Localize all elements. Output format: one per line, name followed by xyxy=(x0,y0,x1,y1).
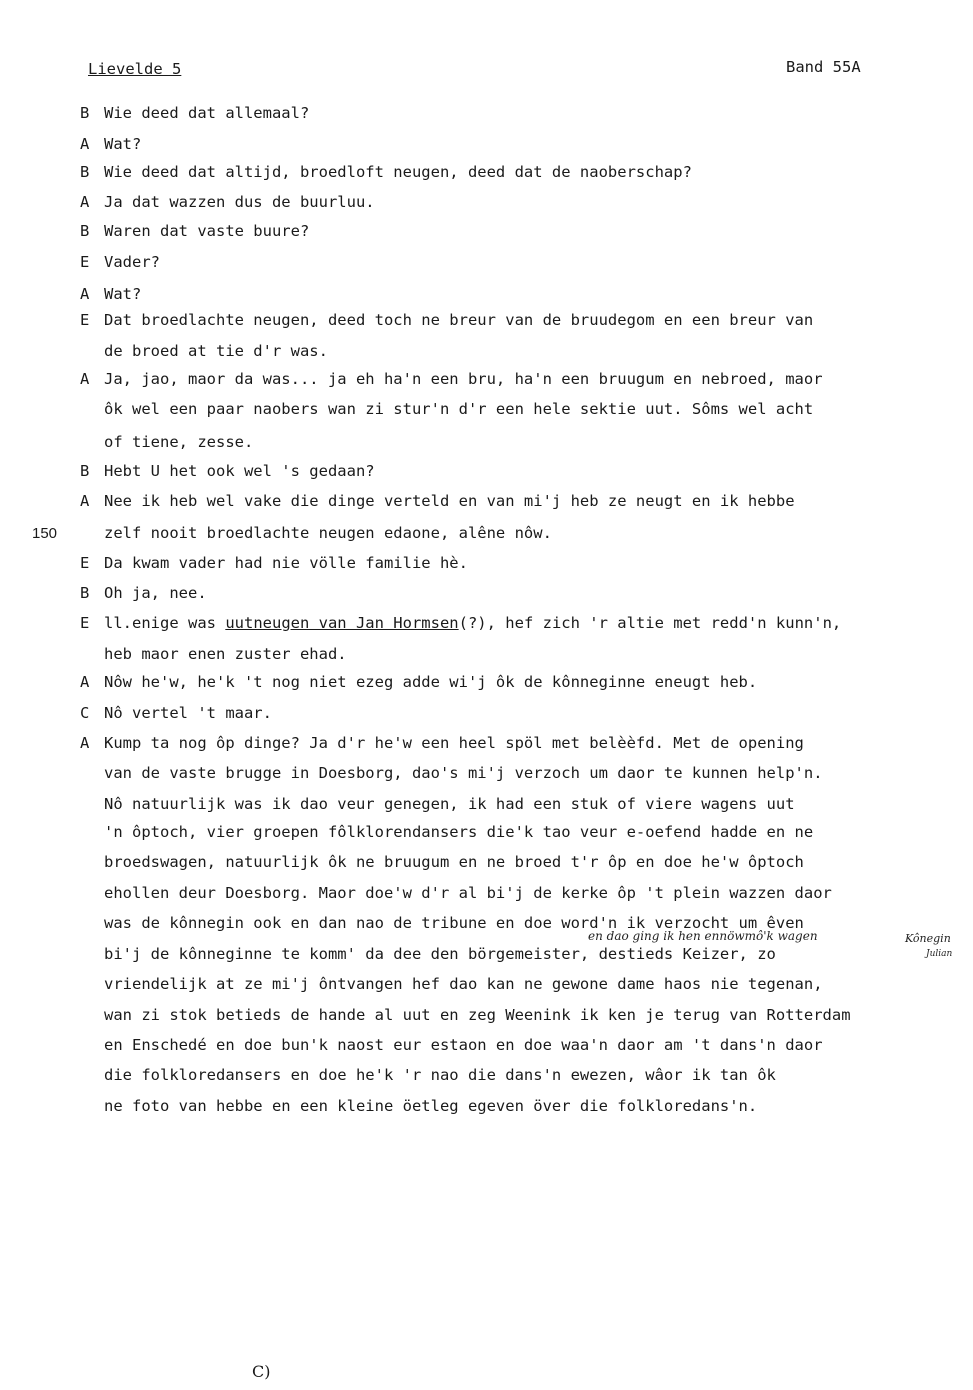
line-text: (?), hef zich 'r altie met redd'n kunn'n, xyxy=(458,614,842,632)
transcript-line xyxy=(80,795,795,813)
speaker-label: A xyxy=(80,370,90,388)
margin-number: 150 xyxy=(32,525,58,542)
transcript-line xyxy=(80,1036,823,1054)
speaker-label: A xyxy=(80,673,90,691)
transcript-line xyxy=(80,311,813,329)
transcript-line xyxy=(80,400,813,418)
speaker-label: C xyxy=(80,704,90,722)
line-text: of tiene, zesse. xyxy=(104,433,254,451)
transcript-line xyxy=(80,285,141,303)
line-text: was de kônnegin ook en dan nao de tribune en doe word'n ik verzocht um êven xyxy=(104,914,804,932)
transcript-line xyxy=(80,433,253,451)
speaker-label: E xyxy=(80,311,90,329)
transcript-line xyxy=(80,853,804,871)
speaker-label: E xyxy=(80,614,90,632)
line-text: Wie deed dat altijd, broedloft neugen, deed dat de naoberschap? xyxy=(104,163,692,181)
transcript-line xyxy=(80,163,692,181)
header-band: Band 55A xyxy=(786,58,861,76)
transcript-line xyxy=(80,645,347,663)
transcript-line xyxy=(80,734,804,752)
speaker-label: A xyxy=(80,492,90,510)
transcript-line xyxy=(80,673,757,691)
speaker-label: A xyxy=(80,193,90,211)
line-text: Nôw he'w, he'k 't nog niet ezeg adde wi'j ôk de kônneginne eneugt heb. xyxy=(104,673,758,691)
line-text: van de vaste brugge in Doesborg, dao's mi'j verzoch um daor te kunnen help'n. xyxy=(104,764,823,782)
transcript-line xyxy=(80,342,328,360)
transcript-line xyxy=(80,135,141,153)
footer-mark: C) xyxy=(252,1362,271,1381)
transcript-line xyxy=(80,884,832,902)
line-text: Vader? xyxy=(104,253,160,271)
line-text: heb maor enen zuster ehad. xyxy=(104,645,347,663)
speaker-label: B xyxy=(80,222,90,240)
speaker-label: E xyxy=(80,554,90,572)
line-text: ehollen deur Doesborg. Maor doe'w d'r al bi'j de kerke ôp 't plein wazzen daor xyxy=(104,884,832,902)
line-text: Ja, jao, maor da was... ja eh ha'n een bru, ha'n een bruugum en nebroed, maor xyxy=(104,370,823,388)
speaker-label: B xyxy=(80,462,90,480)
transcript-line xyxy=(80,764,823,782)
line-text: Ja dat wazzen dus de buurluu. xyxy=(104,193,375,211)
line-text: Kump ta nog ôp dinge? Ja d'r he'w een heel spöl met belèèfd. Met de opening xyxy=(104,734,804,752)
transcript-line xyxy=(80,1066,776,1084)
line-text: ll.enige was xyxy=(104,614,226,632)
line-text: Wie deed dat allemaal? xyxy=(104,104,310,122)
header-location: Lievelde 5 xyxy=(88,60,182,78)
speaker-label: E xyxy=(80,253,90,271)
handwritten-note-queen: Kônegin xyxy=(905,932,951,945)
line-text: Nee ik heb wel vake die dinge verteld en van mi'j heb ze neugt en ik hebbe xyxy=(104,492,795,510)
transcript-line xyxy=(80,104,309,122)
line-text: Dat broedlachte neugen, deed toch ne breur van de bruudegom en een breur van xyxy=(104,311,814,329)
transcript-line xyxy=(80,1097,757,1115)
transcript-line xyxy=(80,614,841,632)
transcript-line xyxy=(80,253,160,271)
line-text: wan zi stok betieds de hande al uut en zeg Weenink ik ken je terug van Rotterdam xyxy=(104,1006,851,1024)
line-text: en Enschedé en doe bun'k naost eur estaon en doe waa'n daor am 't dans'n daor xyxy=(104,1036,823,1054)
line-text: die folkloredansers en doe he'k 'r nao die dans'n ewezen, wâor ik tan ôk xyxy=(104,1066,776,1084)
line-text: Waren dat vaste buure? xyxy=(104,222,310,240)
line-text: vriendelijk at ze mi'j ôntvangen hef dao kan ne gewone dame haos nie tegenan, xyxy=(104,975,823,993)
speaker-label: A xyxy=(80,135,90,153)
speaker-label: A xyxy=(80,734,90,752)
line-text: Nô vertel 't maar. xyxy=(104,704,272,722)
transcript-line xyxy=(80,492,795,510)
line-text: Wat? xyxy=(104,285,142,303)
transcript-line xyxy=(80,823,813,841)
transcript-line xyxy=(80,975,823,993)
line-text: ôk wel een paar naobers wan zi stur'n d'r een hele sektie uut. Sôms wel acht xyxy=(104,400,814,418)
line-text: zelf nooit broedlachte neugen edaone, alêne nôw. xyxy=(104,524,552,542)
line-text: Hebt U het ook wel 's gedaan? xyxy=(104,462,375,480)
speaker-label: B xyxy=(80,104,90,122)
transcript-line xyxy=(80,584,207,602)
line-text: de broed at tie d'r was. xyxy=(104,342,328,360)
speaker-label: B xyxy=(80,584,90,602)
line-text: Nô natuurlijk was ik dao veur genegen, ik had een stuk of viere wagens uut xyxy=(104,795,795,813)
transcript-line xyxy=(80,704,272,722)
line-text: Da kwam vader had nie völle familie hè. xyxy=(104,554,468,572)
transcript-line xyxy=(80,554,468,572)
transcript-line xyxy=(80,222,309,240)
line-text: Oh ja, nee. xyxy=(104,584,207,602)
handwritten-note: en dao ging ik hen ennöwmô'k wagen xyxy=(588,929,818,943)
line-text-underlined: uutneugen van Jan Hormsen xyxy=(225,614,459,632)
transcript-line xyxy=(80,462,375,480)
line-text: bi'j de kônneginne te komm' da dee den börgemeister, destieds Keizer, zo xyxy=(104,945,776,963)
handwritten-note-julian: Julian xyxy=(926,949,953,959)
speaker-label: A xyxy=(80,285,90,303)
transcript-line xyxy=(80,945,776,963)
line-text: 'n ôptoch, vier groepen fôlklorendansers die'k tao veur e-oefend hadde en ne xyxy=(104,823,814,841)
line-text: Wat? xyxy=(104,135,142,153)
speaker-label: B xyxy=(80,163,90,181)
transcript-line xyxy=(80,370,823,388)
line-text: broedswagen, natuurlijk ôk ne bruugum en ne broed t'r ôp en doe he'w ôptoch xyxy=(104,853,804,871)
line-text: ne foto van hebbe en een kleine öetleg egeven över die folkloredans'n. xyxy=(104,1097,758,1115)
transcript-line xyxy=(80,193,375,211)
transcript-line xyxy=(80,524,552,542)
transcript-line xyxy=(80,1006,851,1024)
